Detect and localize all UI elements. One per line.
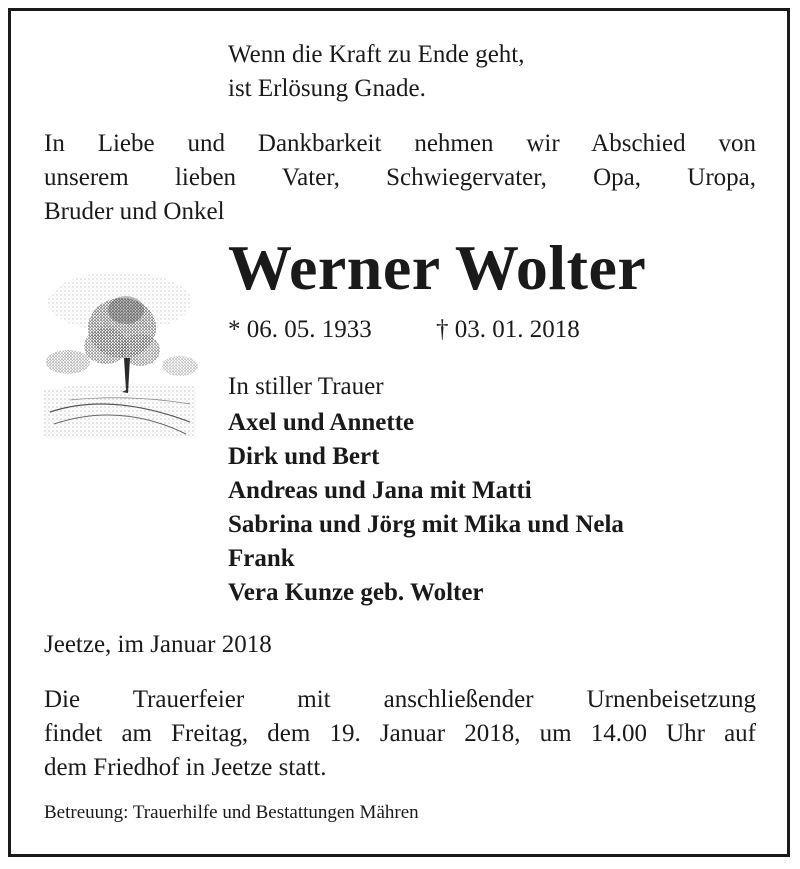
verse-line-1: Wenn die Kraft zu Ende geht, [228,41,525,68]
verse-line-2: ist Erlösung Gnade. [228,75,426,102]
intro-line-2: unserem lieben Vater, Schwiegervater, Opa, Uropa, [44,164,756,191]
footer-credit: Betreuung: Trauerhilfe und Bestattungen Mähren [44,802,419,823]
death-date: † 03. 01. 2018 [436,316,580,343]
funeral-line-1: Die Trauerfeier mit anschließender Urnenbeisetzung [44,686,756,713]
mourners-heading: In stiller Trauer [228,373,384,400]
mourner-name: Axel und Annette [228,409,415,436]
mourner-name: Vera Kunze geb. Wolter [228,579,484,606]
mourner-name: Dirk und Bert [228,443,380,470]
funeral-line-3: dem Friedhof in Jeetze statt. [44,754,327,781]
tree-landscape-icon [40,262,200,442]
funeral-line-2: findet am Freitag, dem 19. Januar 2018, um 14.00 Uhr auf [44,720,756,747]
birth-date: * 06. 05. 1933 [228,316,372,343]
mourner-name: Frank [228,545,295,572]
mourner-name: Sabrina und Jörg mit Mika und Nela [228,511,624,538]
mourner-name: Andreas und Jana mit Matti [228,477,532,504]
intro-line-1: In Liebe und Dankbarkeit nehmen wir Abschied von [44,130,756,157]
deceased-name: Werner Wolter [228,232,647,303]
intro-line-3: Bruder und Onkel [44,198,225,225]
place-date: Jeetze, im Januar 2018 [44,631,272,658]
